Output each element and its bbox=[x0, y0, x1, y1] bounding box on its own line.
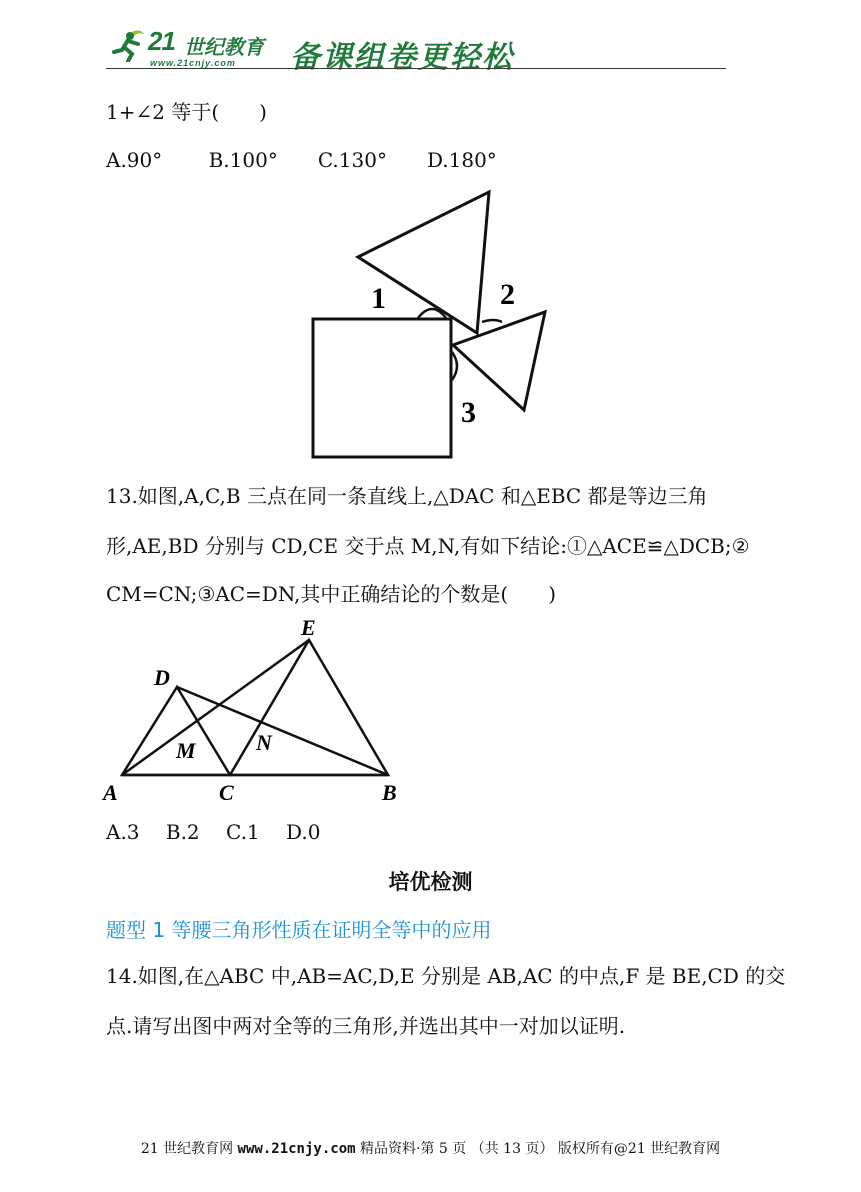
q13-line-1: 13.如图,A,C,B 三点在同一条直线上,△DAC 和△EBC 都是等边三角 bbox=[106, 484, 708, 508]
q14-line-2: 点.请写出图中两对全等的三角形,并选出其中一对加以证明. bbox=[106, 1014, 626, 1038]
footer-url[interactable]: www.21cnjy.com bbox=[237, 1141, 356, 1157]
point-c-label: C bbox=[219, 780, 234, 805]
angle-2-label: 2 bbox=[500, 278, 515, 311]
triangle-ebc bbox=[230, 640, 388, 775]
segment-ae bbox=[122, 640, 309, 775]
footer-middle: 精品资料·第 5 页 （共 13 页） bbox=[360, 1141, 554, 1157]
header-slogan: 备课组卷更轻松 bbox=[290, 40, 514, 75]
square-shape bbox=[313, 319, 451, 457]
q13-options: A.3 B.2 C.1 D.0 bbox=[106, 820, 321, 844]
point-b-label: B bbox=[382, 780, 397, 805]
point-n-label: N bbox=[256, 730, 272, 755]
runner-icon bbox=[110, 28, 148, 62]
page-footer bbox=[0, 1138, 861, 1158]
logo-number: 21 bbox=[148, 26, 175, 56]
footer-right: 版权所有@21 世纪教育网 bbox=[557, 1141, 721, 1157]
site-logo bbox=[110, 26, 280, 70]
section-subtitle: 题型 1 等腰三角形性质在证明全等中的应用 bbox=[106, 918, 492, 942]
section-title: 培优检测 bbox=[388, 870, 473, 894]
point-d-label: D bbox=[154, 665, 170, 690]
angle-2-arc bbox=[482, 320, 502, 322]
logo-url: www.21cnjy.com bbox=[150, 58, 236, 68]
point-e-label: E bbox=[301, 615, 316, 640]
point-a-label: A bbox=[103, 780, 118, 805]
angle-3-label: 3 bbox=[461, 396, 476, 429]
angle-3-arc bbox=[452, 352, 457, 380]
angle-1-label: 1 bbox=[371, 282, 386, 315]
footer-left: 21 世纪教育网 bbox=[140, 1141, 234, 1157]
logo-text: 世纪教育 bbox=[184, 35, 264, 59]
q13-line-3: CM=CN;③AC=DN,其中正确结论的个数是( ) bbox=[106, 582, 557, 606]
q12-figure bbox=[300, 185, 560, 465]
q13-figure bbox=[100, 610, 420, 810]
point-m-label: M bbox=[176, 738, 196, 763]
segment-bd bbox=[177, 687, 388, 775]
header-divider bbox=[106, 68, 726, 69]
q12-options: A.90° B.100° C.130° D.180° bbox=[106, 148, 497, 172]
q12-stem-tail: 1+∠2 等于( ) bbox=[106, 100, 267, 124]
q14-line-1: 14.如图,在△ABC 中,AB=AC,D,E 分别是 AB,AC 的中点,F 是 BE,CD 的交 bbox=[106, 964, 786, 988]
q13-line-2: 形,AE,BD 分别与 CD,CE 交于点 M,N,有如下结论:①△ACE≌△DCB;② bbox=[106, 534, 750, 558]
